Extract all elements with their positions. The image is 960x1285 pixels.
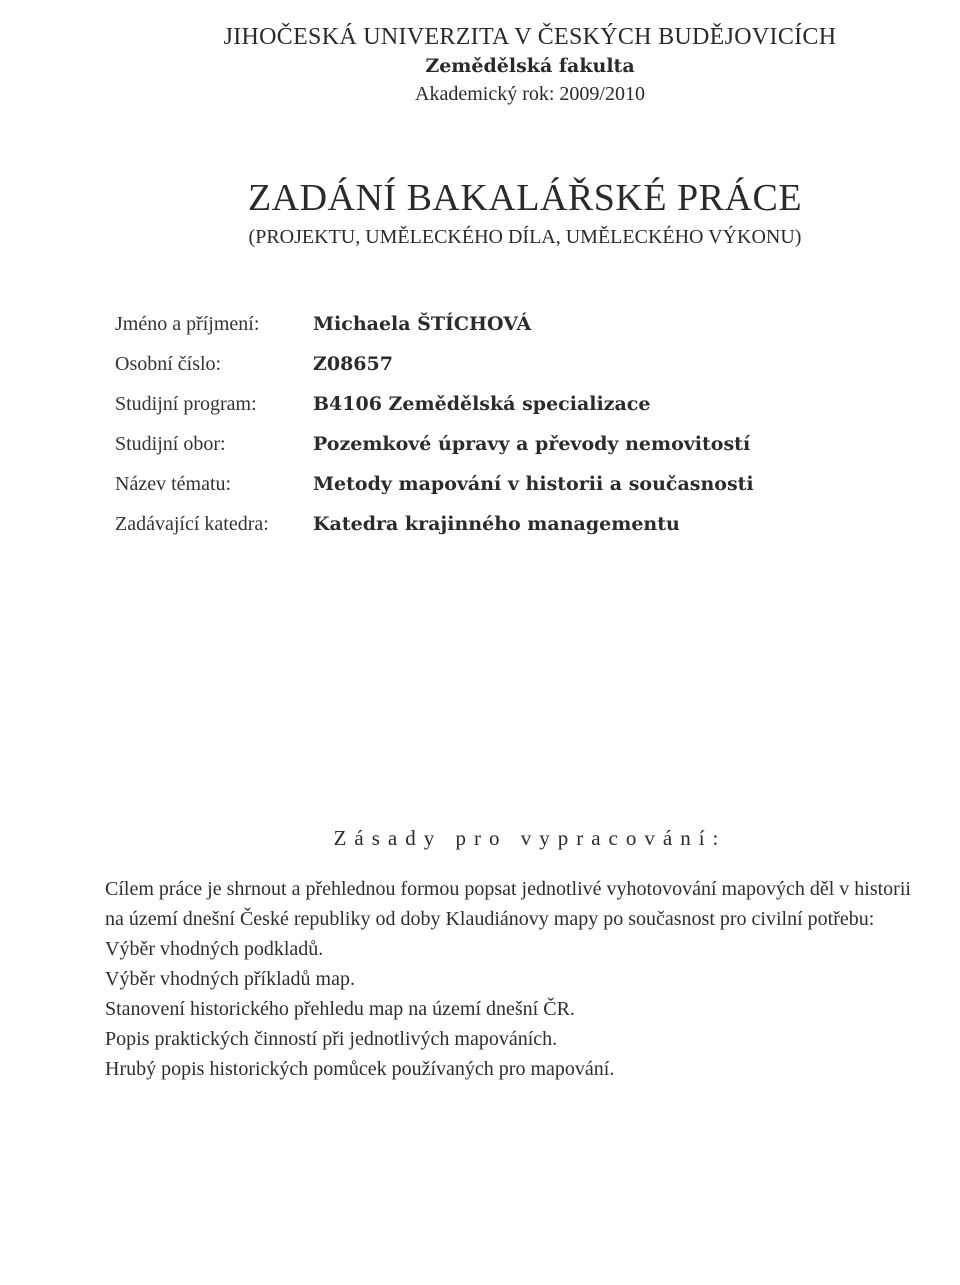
- info-label: Název tématu:: [115, 472, 232, 495]
- principles-item: Stanovení historického přehledu map na území dnešní ČR.: [105, 998, 575, 1020]
- principles-intro: Cílem práce je shrnout a přehlednou formou popsat jednotlivé vyhotovování mapových děl v historii na území dnešní České republiky od doby Klaudiánovy mapy po současnost pro civilní potřebu:: [105, 878, 911, 930]
- info-row-department: [115, 504, 915, 544]
- faculty-name: Zemědělská fakulta: [425, 55, 635, 77]
- info-label: Studijní program:: [115, 392, 257, 415]
- title-block: [0, 176, 960, 252]
- document-title: ZADÁNÍ BAKALÁŘSKÉ PRÁCE: [247, 177, 803, 219]
- info-value: Pozemkové úpravy a převody nemovitostí: [313, 433, 751, 455]
- info-value: B4106 Zemědělská specializace: [313, 393, 651, 415]
- student-info: [115, 304, 915, 544]
- info-value: Metody mapování v historii a současnosti: [313, 473, 754, 495]
- principles-section: [0, 826, 960, 851]
- info-value: Z08657: [313, 353, 393, 375]
- principles-item: Hrubý popis historických pomůcek používaných pro mapování.: [105, 1058, 615, 1080]
- document-subtitle: (PROJEKTU, UMĚLECKÉHO DÍLA, UMĚLECKÉHO VÝKONU): [248, 226, 802, 248]
- info-row-topic: [115, 464, 915, 504]
- document-header: [0, 22, 960, 108]
- info-value: Katedra krajinného managementu: [313, 513, 680, 535]
- principles-body: [105, 874, 925, 1084]
- principles-item: Výběr vhodných příkladů map.: [105, 968, 355, 990]
- info-label: Zadávající katedra:: [115, 512, 269, 535]
- academic-year: Akademický rok: 2009/2010: [415, 83, 645, 105]
- info-label: Studijní obor:: [115, 432, 226, 455]
- info-row-personal-number: [115, 344, 915, 384]
- principles-item: Výběr vhodných podkladů.: [105, 938, 324, 960]
- principles-item: Popis praktických činností při jednotlivých mapováních.: [105, 1028, 558, 1050]
- info-value: Michaela ŠTÍCHOVÁ: [313, 313, 532, 335]
- principles-heading: Zásady pro vypracování:: [333, 826, 727, 850]
- university-name: JIHOČESKÁ UNIVERZITA V ČESKÝCH BUDĚJOVICÍCH: [223, 24, 837, 50]
- info-row-name: [115, 304, 915, 344]
- info-row-field-of-study: [115, 424, 915, 464]
- info-label: Osobní číslo:: [115, 352, 222, 375]
- info-row-study-program: [115, 384, 915, 424]
- info-label: Jméno a příjmení:: [115, 312, 260, 335]
